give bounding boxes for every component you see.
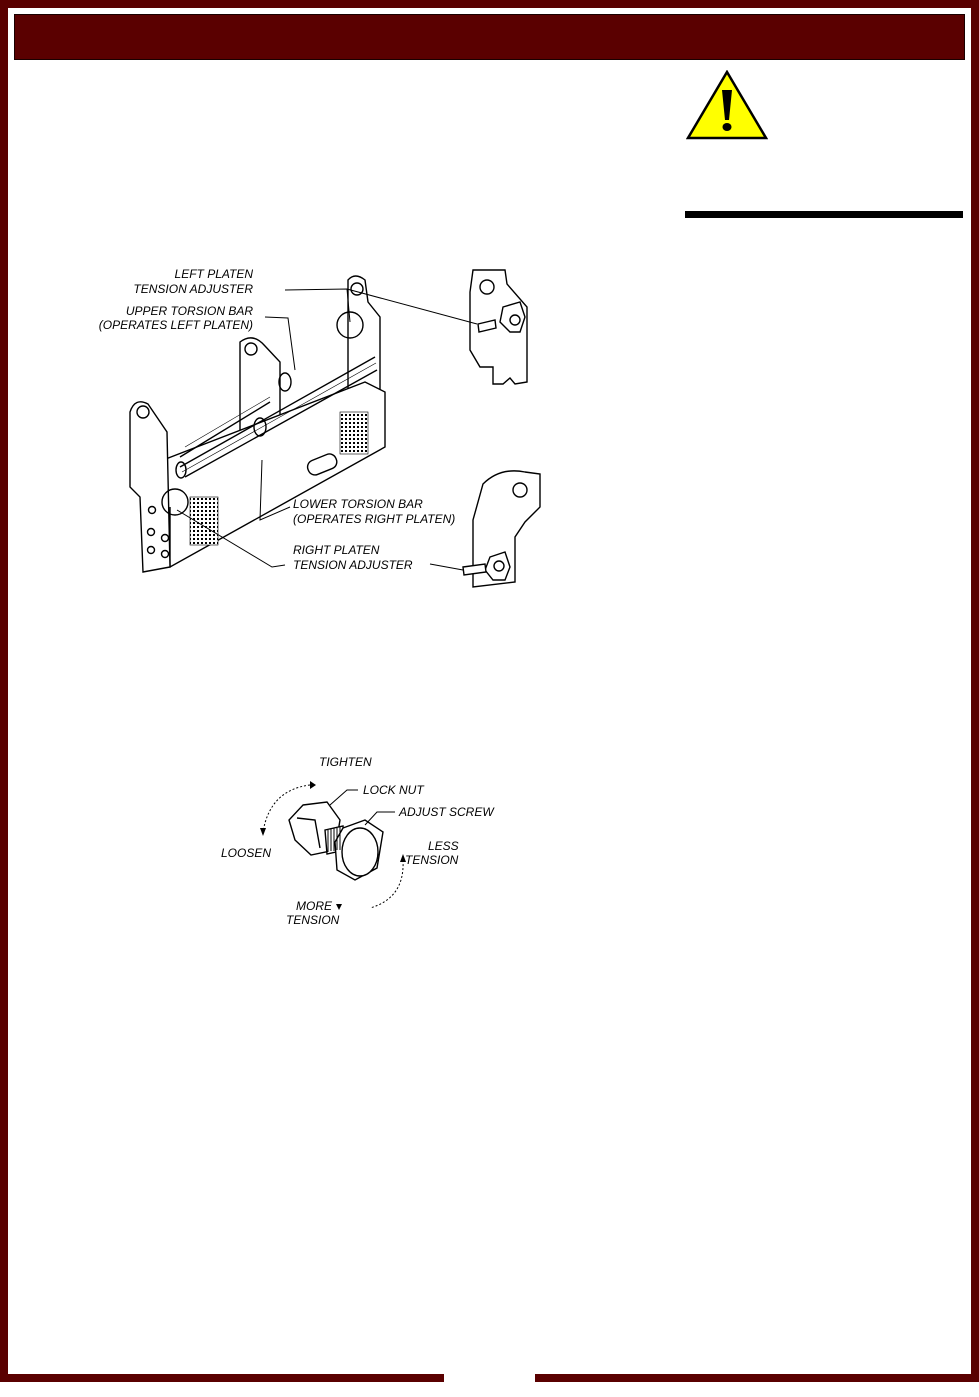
caution-divider [685,211,963,218]
left-platen-label-2: TENSION ADJUSTER [133,282,253,296]
left-platen-label-1: LEFT PLATEN [174,267,253,281]
adjust-screw-label: ADJUST SCREW [399,805,494,819]
upper-bar-label-2: (OPERATES LEFT PLATEN) [98,318,253,332]
top-border [0,0,979,8]
torsion-bar-figure [85,262,545,602]
right-platen-label-1: RIGHT PLATEN [293,543,380,557]
lower-bar-label-1: LOWER TORSION BAR [293,497,423,511]
warning-triangle-icon [686,70,768,140]
upper-bar-label-1: UPPER TORSION BAR [125,304,253,318]
adjust-screw-figure [215,750,505,935]
tighten-label: TIGHTEN [319,755,372,769]
right-border [971,0,979,1382]
less-tension-label-1: LESS [428,839,459,853]
lower-bar-label-2: (OPERATES RIGHT PLATEN) [293,512,456,526]
loosen-label: LOOSEN [221,846,272,860]
left-border [0,0,8,1382]
more-tension-label-2: TENSION [286,913,340,927]
less-tension-label-2: TENSION [405,853,459,867]
bottom-border-left [0,1374,444,1382]
lock-nut-label: LOCK NUT [363,783,424,797]
right-platen-label-2: TENSION ADJUSTER [293,558,413,572]
bottom-border-right [535,1374,979,1382]
more-tension-label-1: MORE [296,899,332,913]
header-bar [14,14,965,60]
